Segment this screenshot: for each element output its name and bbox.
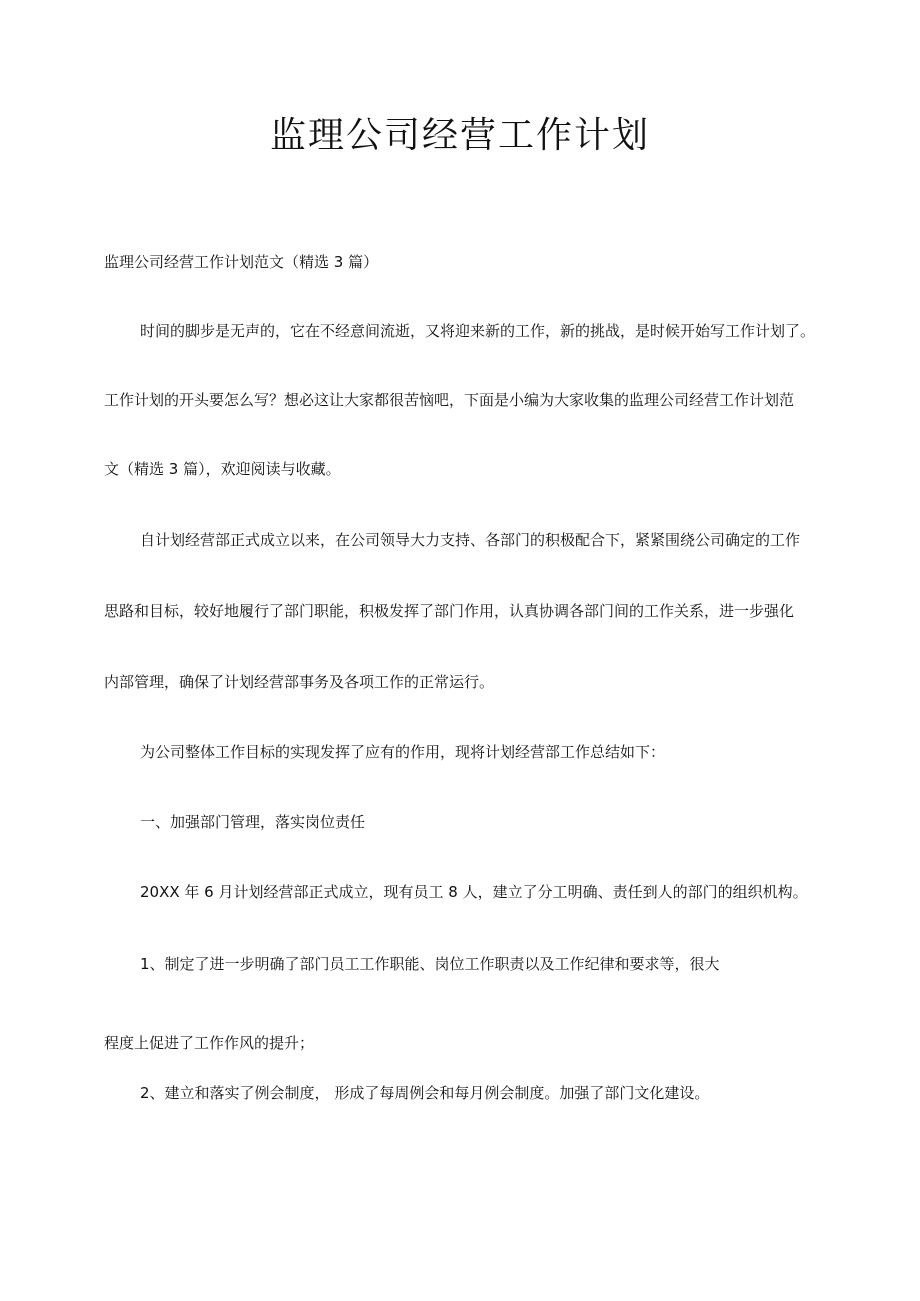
intro-paragraph-line-2: 工作计划的开头要怎么写？想必这让大家都很苦恼吧，下面是小编为大家收集的监理公司经营工作计划范 bbox=[104, 391, 795, 409]
body-paragraph-1-line-3: 内部管理，确保了计划经营部事务及各项工作的正常运行。 bbox=[104, 673, 495, 691]
body-paragraph-1-line-1: 自计划经营部正式成立以来，在公司领导大力支持、各部门的积极配合下，紧紧围绕公司确定的工作 bbox=[140, 531, 801, 549]
body-paragraph-3: 20XX 年 6 月计划经营部正式成立，现有员工 8 人，建立了分工明确、责任到人的部门的组织机构。 bbox=[140, 883, 808, 901]
list-item-1-line-2: 程度上促进了工作作风的提升； bbox=[104, 1034, 315, 1052]
list-item-1-line-1: 1、制定了进一步明确了部门员工工作职能、岗位工作职责以及工作纪律和要求等，很大 bbox=[140, 955, 720, 973]
subtitle-line: 监理公司经营工作计划范文（精选 3 篇） bbox=[104, 253, 379, 271]
document-title: 监理公司经营工作计划 bbox=[269, 115, 650, 156]
list-item-2: 2、建立和落实了例会制度， 形成了每周例会和每月例会制度。加强了部门文化建设。 bbox=[140, 1084, 710, 1102]
intro-paragraph-line-1: 时间的脚步是无声的，它在不经意间流逝，又将迎来新的工作，新的挑战，是时候开始写工作计划了。 bbox=[140, 322, 816, 340]
section-heading-1: 一、加强部门管理，落实岗位责任 bbox=[140, 813, 366, 831]
body-paragraph-2: 为公司整体工作目标的实现发挥了应有的作用，现将计划经营部工作总结如下： bbox=[140, 743, 666, 761]
intro-paragraph-line-3: 文（精选 3 篇），欢迎阅读与收藏。 bbox=[104, 460, 341, 478]
body-paragraph-1-line-2: 思路和目标，较好地履行了部门职能，积极发挥了部门作用，认真协调各部门间的工作关系，进一步强化 bbox=[104, 602, 795, 620]
